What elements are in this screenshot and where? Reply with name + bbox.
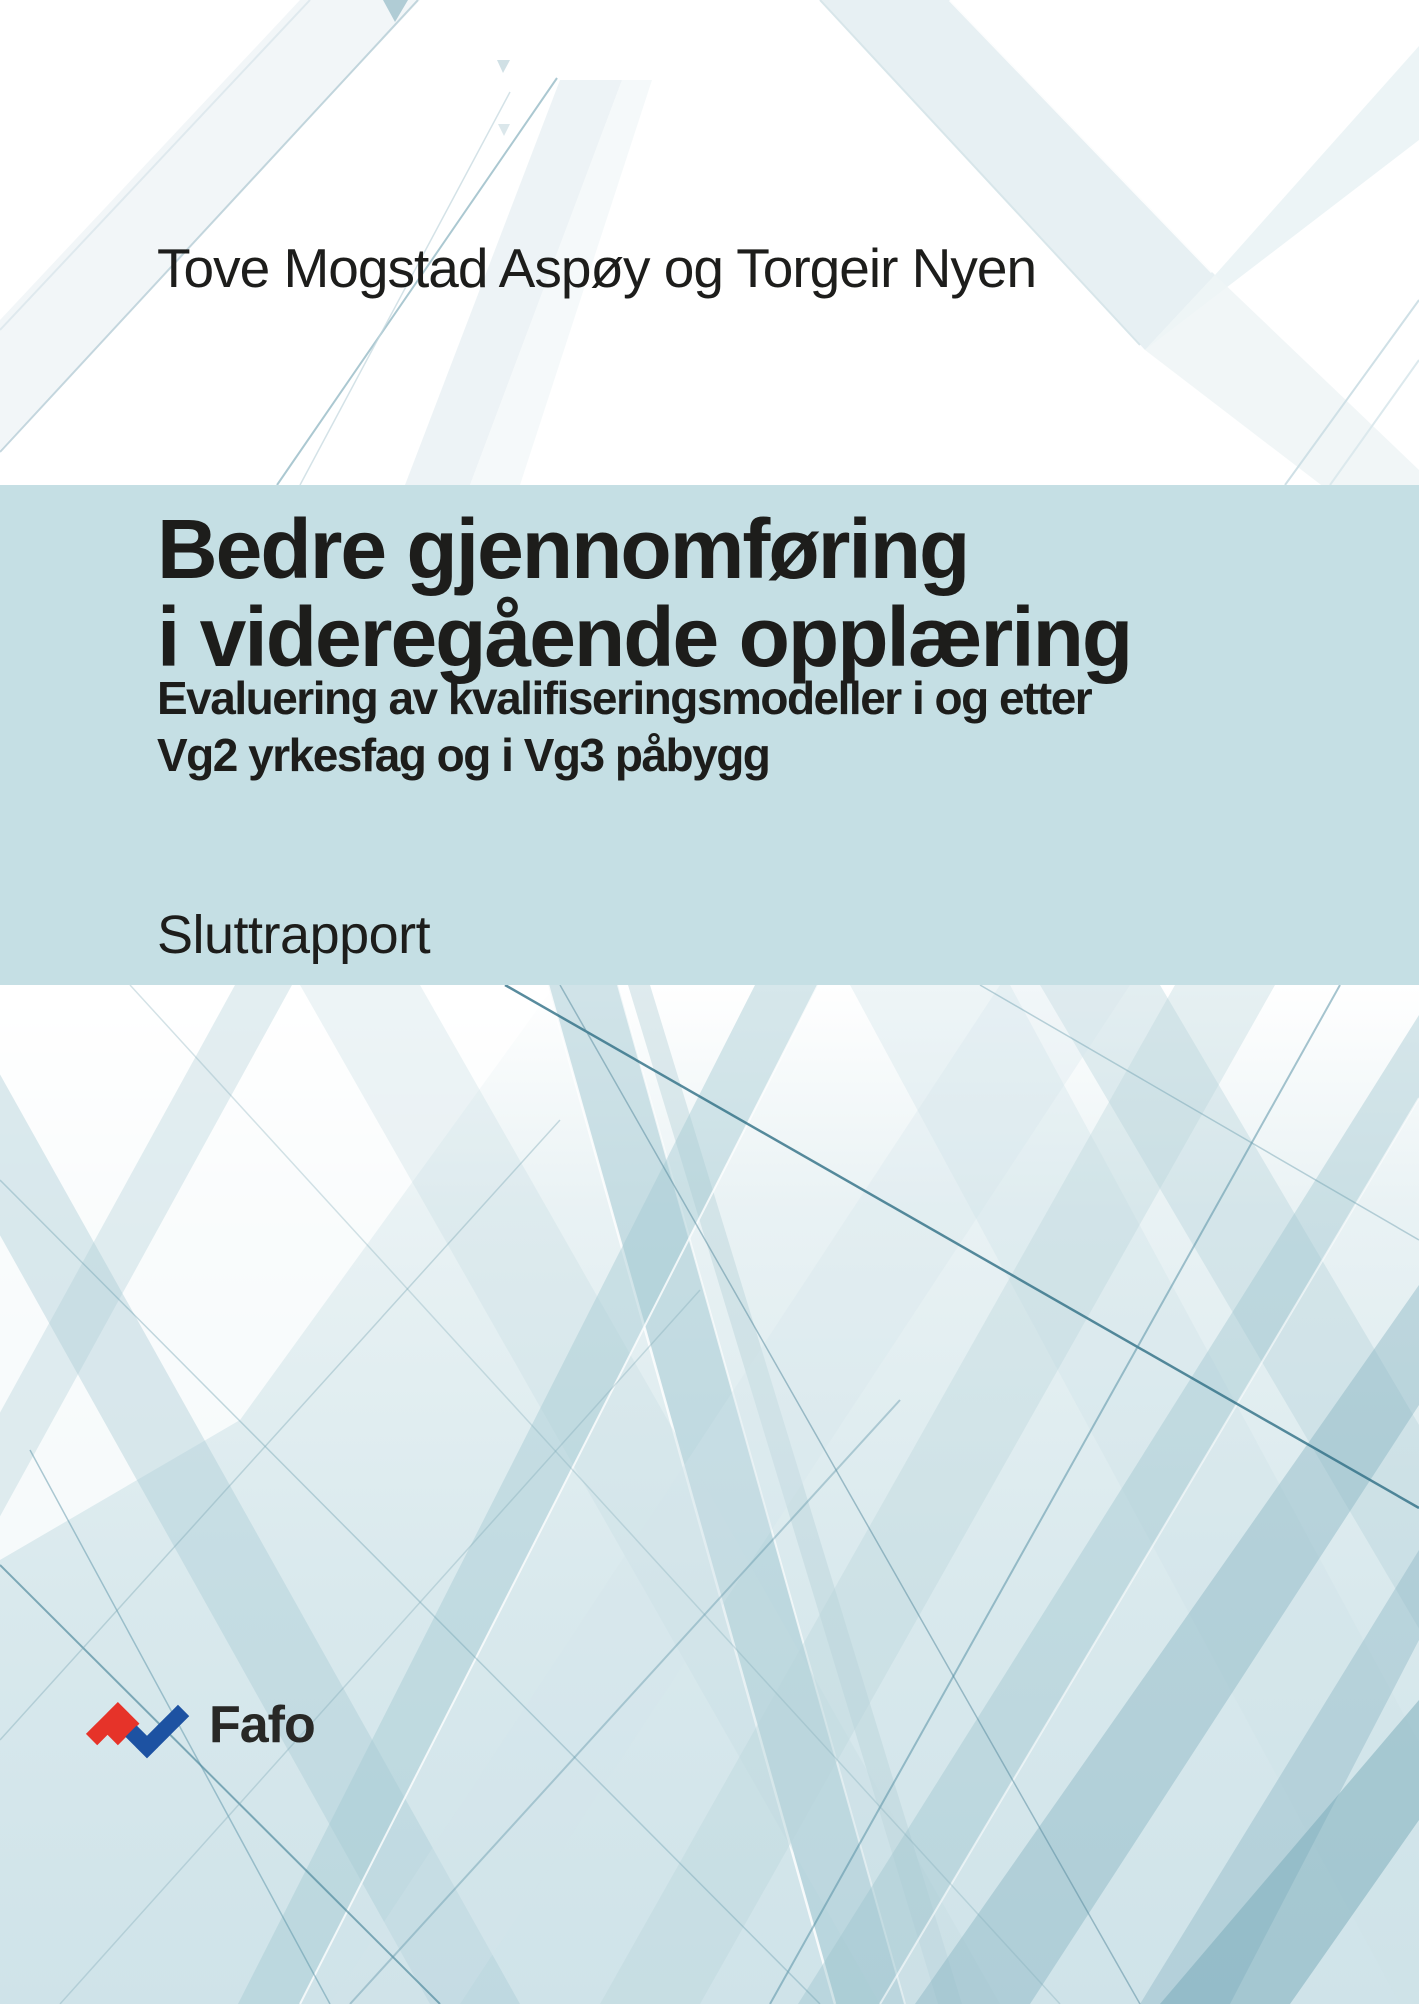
report-type-label: Sluttrapport [157,905,431,965]
fafo-logo-blue-shape [125,1705,189,1759]
author-line: Tove Mogstad Aspøy og Torgeir Nyen [157,237,1037,299]
report-subtitle-line2: Vg2 yrkesfag og i Vg3 påbygg [157,729,770,781]
report-title [157,485,1419,684]
report-title-line2: i videregående opplæring [157,590,1132,684]
report-subtitle [157,670,1419,784]
fafo-logo-icon [85,1688,193,1762]
fafo-logo-text: Fafo [209,1696,315,1754]
title-band [0,485,1419,985]
bottom-beams [0,985,1419,2004]
report-title-line1: Bedre gjennomføring [157,502,969,596]
fafo-logo [85,1688,315,1762]
report-subtitle-line1: Evaluering av kvalifiseringsmodeller i og etter [157,672,1092,724]
